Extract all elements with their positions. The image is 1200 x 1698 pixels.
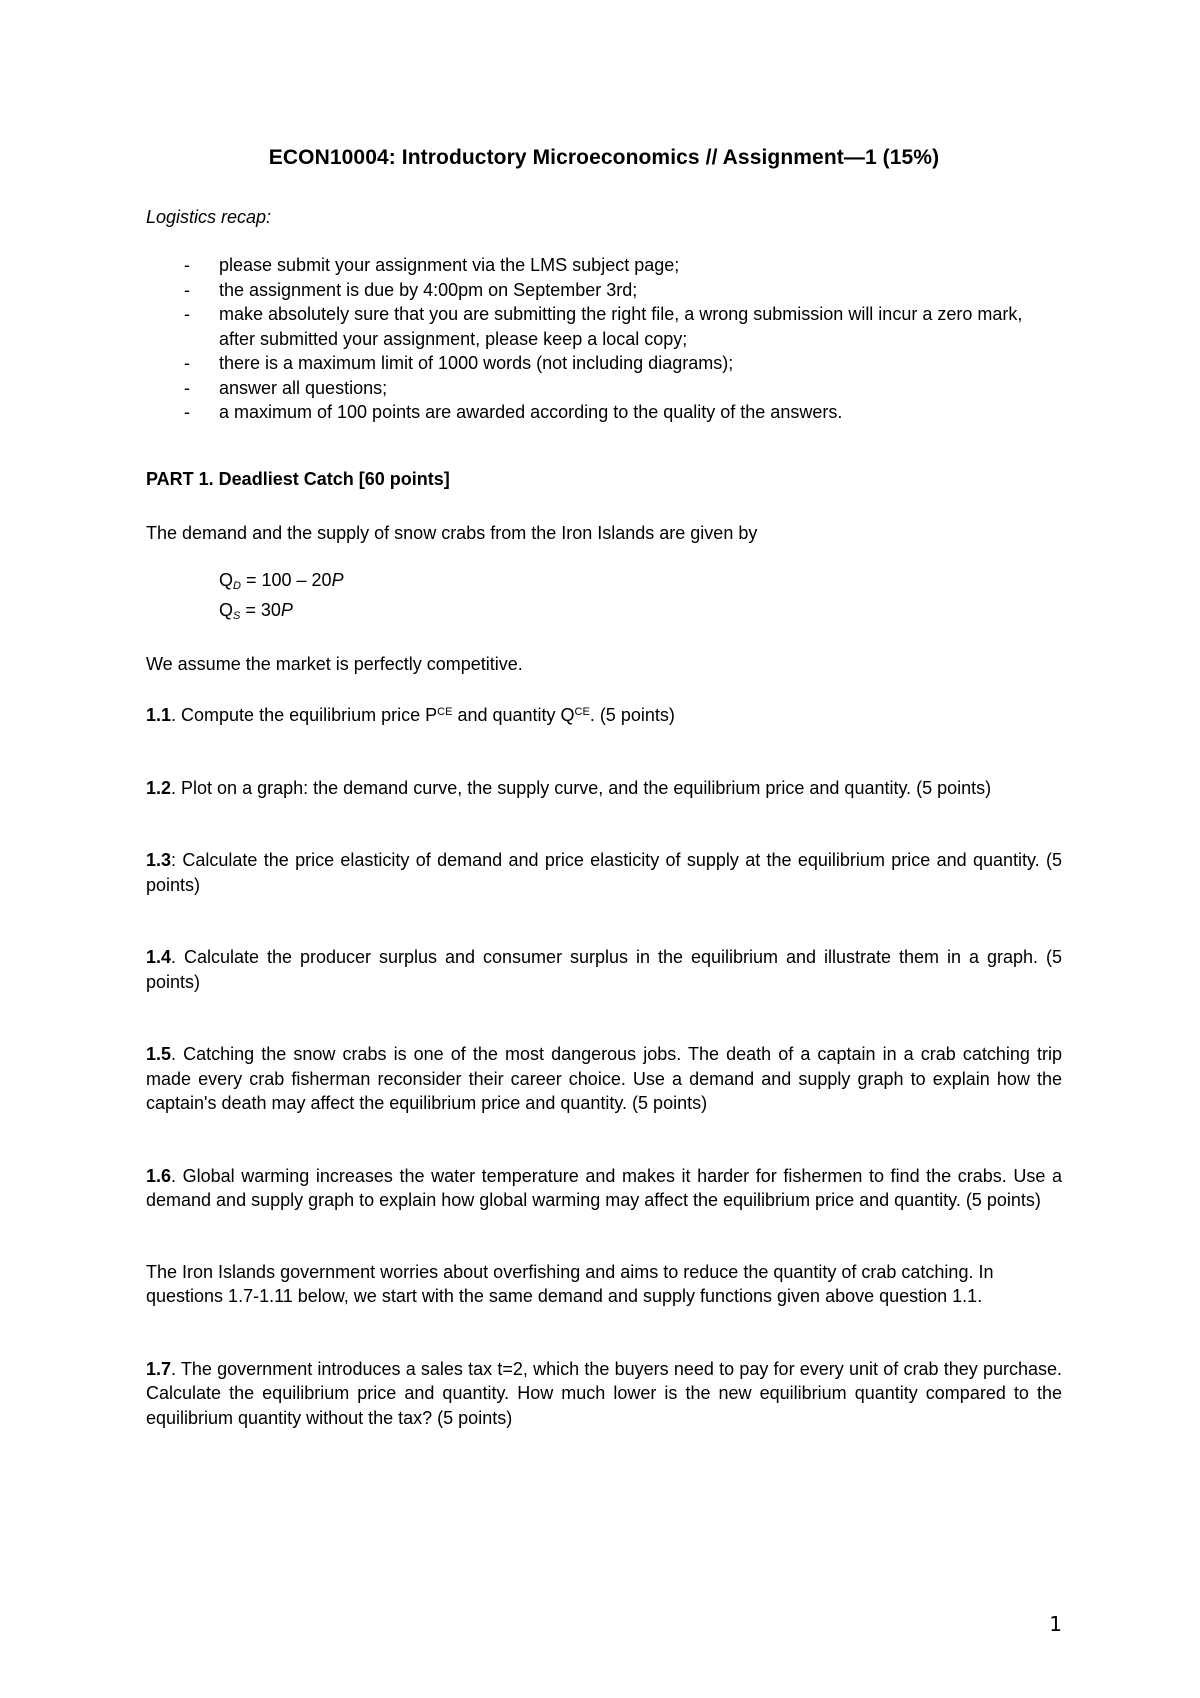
bullet-dash: - (184, 304, 190, 324)
question-text: . Plot on a graph: the demand curve, the supply curve, and the equilibrium price and quantity. (5 points) (171, 777, 992, 798)
question-1-2 (146, 776, 1062, 801)
question-text: . Calculate the producer surplus and consumer surplus in the equilibrium and illustrate them in a graph. (5 points) (146, 947, 1062, 992)
demand-q-symbol: Q (219, 569, 234, 590)
question-number: 1.5 (146, 1044, 172, 1064)
list-item-text: make absolutely sure that you are submitting the right file, a wrong submission will incur a zero mark, after submitted your assignment, please keep a local copy; (219, 304, 1023, 349)
list-item (146, 253, 1062, 278)
assumption-paragraph: We assume the market is perfectly competitive. (146, 653, 523, 674)
supply-q-symbol: Q (219, 600, 234, 620)
bullet-dash: - (184, 353, 190, 373)
demand-price-variable: P (331, 569, 344, 590)
superscript: CE (437, 706, 453, 718)
document-body (146, 146, 1062, 1430)
supply-rhs: = 30 (240, 600, 281, 620)
demand-equation (219, 568, 1062, 599)
list-item (146, 400, 1062, 425)
bullet-dash: - (184, 255, 190, 275)
question-text: and quantity Q (452, 705, 575, 725)
logistics-list (146, 253, 1062, 425)
government-paragraph: The Iron Islands government worries about overfishing and aims to reduce the quantity of crab catching. In questions 1.7-1.11 below, we start with the same demand and supply functions given above question 1.1. (146, 1261, 994, 1306)
supply-subscript: S (233, 610, 241, 622)
supply-price-variable: P (280, 600, 293, 620)
intro-paragraph: The demand and the supply of snow crabs from the Iron Islands are given by (146, 523, 758, 543)
question-text: . Catching the snow crabs is one of the most dangerous jobs. The death of a captain in a crab catching trip made every crab fisherman reconsider their career choice. Use a demand and supply graph to explain how the captain's death may affect the equilibrium price and quantity. (5 points) (146, 1044, 1062, 1113)
question-text: : Calculate the price elasticity of demand and price elasticity of supply at the equilibrium price and quantity. (5 points) (146, 850, 1062, 895)
question-1-3 (146, 848, 1062, 897)
question-number: 1.1 (146, 705, 172, 725)
bullet-dash: - (184, 377, 190, 398)
list-item (146, 376, 1062, 401)
supply-equation (219, 598, 1062, 629)
logistics-recap-label: Logistics recap: (146, 206, 272, 227)
question-text: . (5 points) (589, 705, 675, 725)
bullet-dash: - (184, 402, 190, 422)
question-1-7 (146, 1357, 1062, 1431)
equations-block (146, 568, 1062, 629)
question-number: 1.4 (146, 947, 172, 967)
bullet-dash: - (184, 279, 190, 300)
list-item (146, 351, 1062, 376)
part1-heading: PART 1. Deadliest Catch [60 points] (146, 468, 450, 489)
question-text: . The government introduces a sales tax t=2, which the buyers need to pay for every unit of crab they purchase. Calculate the equilibrium price and quantity. How much lower is the new equilibrium quantity compared to the equilibrium quantity without the tax? (5 points) (146, 1358, 1062, 1428)
page-number: 1 (1049, 1612, 1062, 1636)
list-item-text: please submit your assignment via the LMS subject page; (219, 255, 680, 275)
demand-subscript: D (233, 579, 241, 592)
list-item (146, 302, 1062, 351)
list-item-text: there is a maximum limit of 1000 words (not including diagrams); (219, 353, 734, 373)
question-number: 1.6 (146, 1165, 172, 1186)
question-number: 1.3 (146, 850, 172, 870)
question-1-4 (146, 945, 1062, 994)
question-text: . Global warming increases the water temperature and makes it harder for fishermen to find the crabs. Use a demand and supply graph to explain how global warming may affect the equilibrium price and quantity. (5 points) (146, 1165, 1062, 1210)
question-1-5 (146, 1042, 1062, 1116)
demand-rhs: = 100 – 20 (240, 569, 332, 590)
list-item-text: the assignment is due by 4:00pm on September 3rd; (219, 279, 638, 300)
question-text: . Compute the equilibrium price P (171, 705, 438, 725)
list-item-text: a maximum of 100 points are awarded according to the quality of the answers. (219, 402, 843, 422)
document-title: ECON10004: Introductory Microeconomics // Assignment—1 (15%) (268, 146, 940, 169)
list-item-text: answer all questions; (219, 377, 388, 398)
question-number: 1.7 (146, 1358, 172, 1379)
question-1-6 (146, 1164, 1062, 1213)
superscript: CE (574, 706, 590, 718)
question-number: 1.2 (146, 777, 172, 798)
list-item (146, 278, 1062, 303)
question-1-1 (146, 700, 1062, 728)
